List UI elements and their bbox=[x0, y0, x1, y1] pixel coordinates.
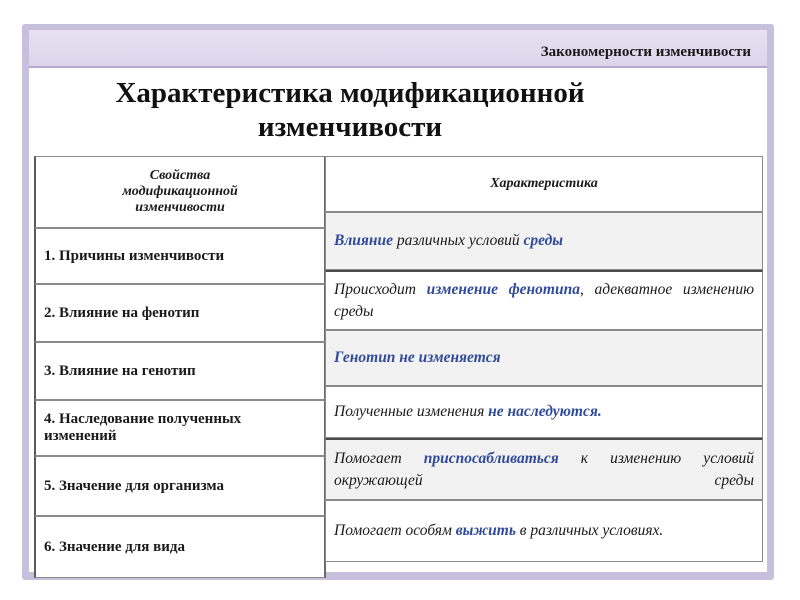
subtitle-bar bbox=[29, 30, 767, 68]
characteristic-cell bbox=[325, 330, 763, 386]
text-segment: Помогает особям bbox=[334, 522, 456, 539]
title-line-2: изменчивости bbox=[257, 111, 443, 143]
property-cell: 4. Наследование полученных изменений bbox=[34, 400, 326, 456]
characteristic-cell bbox=[325, 270, 763, 330]
characteristic-cell bbox=[325, 386, 763, 438]
property-cell: 2. Влияние на фенотип bbox=[34, 284, 326, 342]
title-line-1: Характеристика модификационной bbox=[115, 77, 585, 109]
characteristics-column bbox=[325, 156, 763, 562]
characteristic-text bbox=[334, 279, 754, 323]
text-segment: различных условий bbox=[393, 232, 524, 249]
keyword-highlight: среды bbox=[523, 232, 564, 249]
characteristic-text bbox=[334, 520, 663, 542]
characteristic-text bbox=[334, 448, 754, 492]
characteristic-cell bbox=[325, 500, 763, 562]
properties-header-line-3: изменчивости bbox=[135, 200, 225, 215]
property-cell: 5. Значение для организма bbox=[34, 456, 326, 516]
text-segment: в различных условиях. bbox=[515, 522, 664, 539]
property-cell: 3. Влияние на генотип bbox=[34, 342, 326, 400]
property-cell: 6. Значение для вида bbox=[34, 516, 326, 578]
keyword-highlight: выжить bbox=[455, 522, 516, 539]
page-title bbox=[30, 76, 670, 144]
properties-column bbox=[34, 156, 326, 578]
characteristic-text bbox=[334, 230, 563, 252]
properties-header-line-1: Свойства bbox=[149, 168, 211, 183]
characteristics-header: Характеристика bbox=[325, 156, 763, 212]
characteristic-text bbox=[334, 401, 602, 423]
text-segment: к изменению условий окружающей среды bbox=[334, 449, 754, 489]
section-subtitle: Закономерности изменчивости bbox=[540, 44, 751, 60]
properties-header-line-2: модификационной bbox=[122, 184, 238, 199]
text-segment: Происходит bbox=[334, 280, 427, 298]
text-segment: Полученные изменения bbox=[334, 403, 489, 420]
keyword-highlight: Генотип не изменяется bbox=[334, 349, 501, 366]
keyword-highlight: изменение фенотипа bbox=[426, 280, 580, 298]
characteristic-cell bbox=[325, 212, 763, 270]
keyword-highlight: не наследуются. bbox=[488, 403, 602, 420]
text-segment: Помогает bbox=[334, 449, 424, 467]
property-cell: 1. Причины изменчивости bbox=[34, 228, 326, 284]
keyword-highlight: Влияние bbox=[334, 232, 394, 249]
properties-header bbox=[34, 156, 326, 228]
keyword-highlight: приспосабливаться bbox=[423, 449, 559, 467]
text-segment: , адекватное изменению среды bbox=[334, 280, 754, 320]
characteristic-cell bbox=[325, 438, 763, 500]
characteristic-text bbox=[334, 347, 501, 369]
